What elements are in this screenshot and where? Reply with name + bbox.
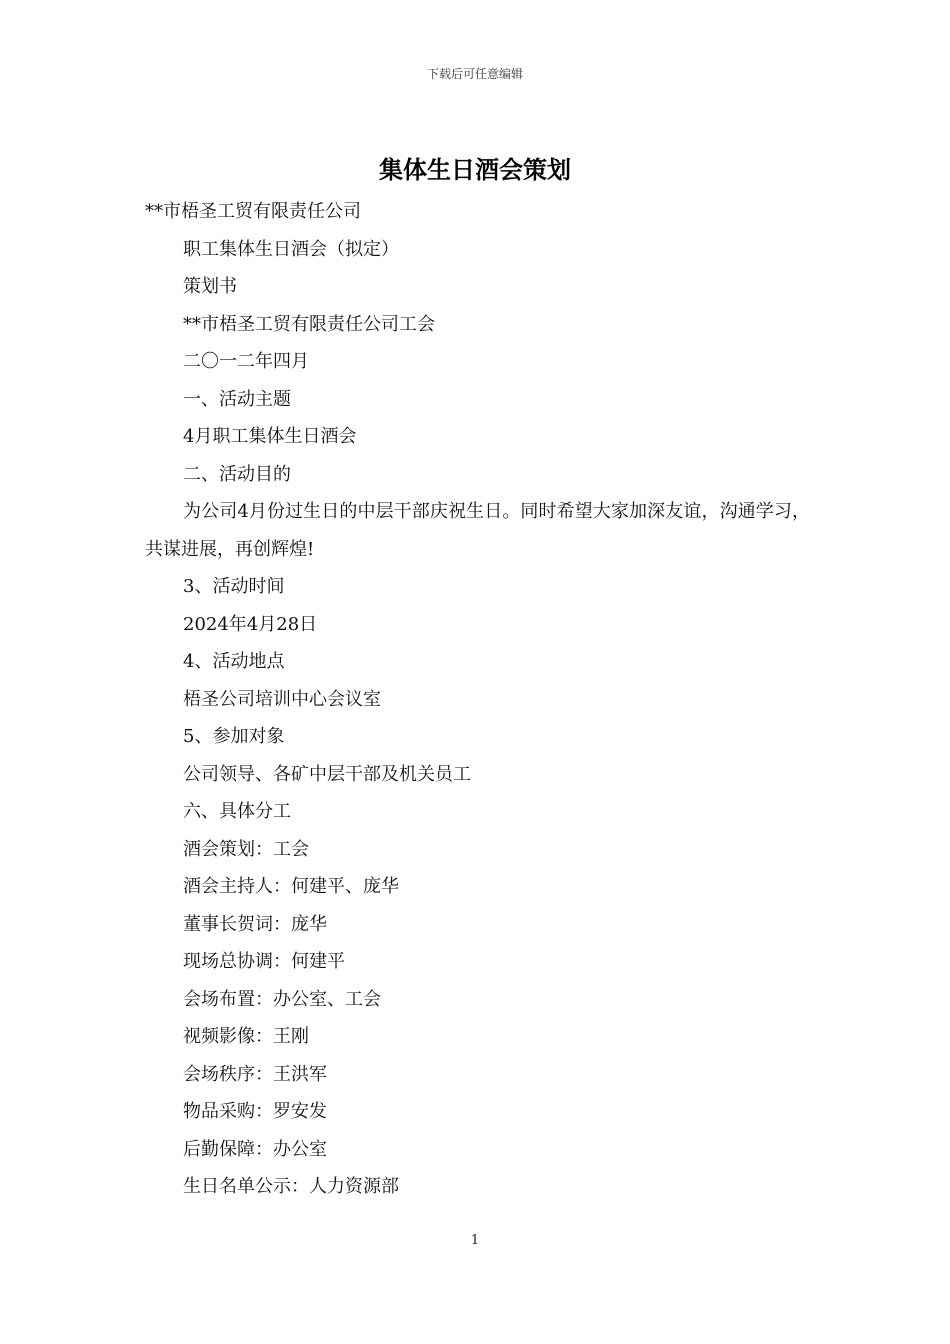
section-heading-division: 六、具体分工: [183, 801, 291, 822]
page-header-note: 下载后可任意编辑: [426, 67, 523, 81]
division-item: 酒会策划：工会: [183, 838, 309, 860]
division-item: 董事长贺词：庞华: [183, 913, 327, 935]
division-item: 视频影像：王刚: [183, 1026, 309, 1047]
section-heading-participants: 5、参加对象: [183, 726, 285, 747]
section-heading-location: 4、活动地点: [183, 651, 285, 672]
doc-type-line: 策划书: [183, 276, 237, 297]
document-title: 集体生日酒会策划: [379, 156, 571, 184]
time-text: 2024年4月28日: [183, 613, 318, 635]
event-name-line: 职工集体生日酒会（拟定）: [183, 238, 399, 260]
division-item: 会场秩序：王洪军: [183, 1063, 327, 1085]
company-name-line: **市梧圣工贸有限责任公司: [145, 201, 361, 222]
division-item: 会场布置：办公室、工会: [183, 988, 381, 1010]
division-item: 现场总协调：何建平: [183, 951, 345, 972]
division-item: 物品采购：罗安发: [183, 1101, 327, 1122]
location-text: 梧圣公司培训中心会议室: [183, 688, 381, 710]
date-line: 二〇一二年四月: [183, 351, 309, 372]
section-heading-time: 3、活动时间: [183, 576, 285, 597]
division-item: 后勤保障：办公室: [183, 1138, 327, 1160]
participants-text: 公司领导、各矿中层干部及机关员工: [183, 763, 471, 785]
purpose-paragraph: 为公司4月份过生日的中层干部庆祝生日。同时希望大家加深友谊，沟通学习，共谋进展，再创辉煌!: [145, 501, 810, 560]
division-item: 生日名单公示：人力资源部: [183, 1176, 399, 1197]
section-heading-theme: 一、活动主题: [183, 388, 291, 410]
section-heading-purpose: 二、活动目的: [183, 463, 291, 485]
division-item: 酒会主持人：何建平、庞华: [183, 876, 399, 897]
page-number: 1: [470, 1233, 480, 1248]
theme-text: 4月职工集体生日酒会: [183, 426, 357, 447]
issuer-line: **市梧圣工贸有限责任公司工会: [183, 313, 435, 335]
document-body: [145, 193, 810, 1206]
